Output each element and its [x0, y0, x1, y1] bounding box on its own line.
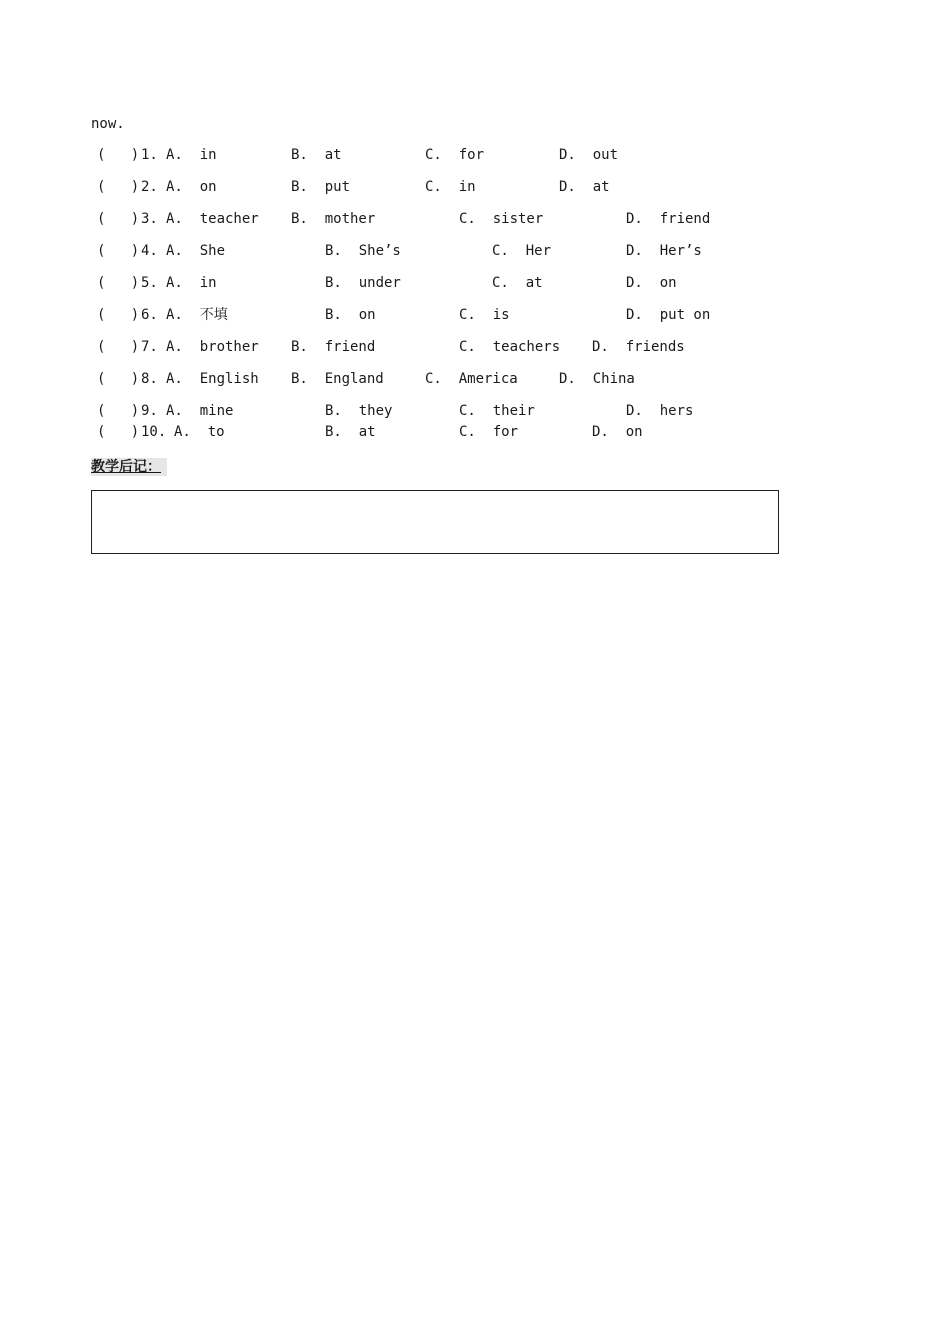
question-paren: ( ): [97, 147, 140, 163]
option-a: A. brother: [166, 339, 259, 355]
question-paren: ( ): [97, 339, 140, 355]
question-number: 6.: [141, 307, 158, 323]
option-d: D. friend: [626, 211, 711, 227]
option-d: D. out: [559, 147, 619, 163]
question-number: 1.: [141, 147, 158, 163]
option-a: A. in: [166, 147, 217, 163]
option-b: B. on: [325, 307, 376, 323]
option-d: D. China: [559, 371, 635, 387]
option-a: A. English: [166, 371, 259, 387]
option-c: C. is: [459, 307, 510, 323]
option-c: C. sister: [459, 211, 544, 227]
question-paren: ( ): [97, 403, 140, 419]
option-c: C. in: [425, 179, 476, 195]
question-paren: ( ): [97, 211, 140, 227]
option-a: A. on: [166, 179, 217, 195]
option-b: B. She’s: [325, 243, 401, 259]
option-d: D. hers: [626, 403, 694, 419]
question-paren: ( ): [97, 307, 140, 323]
question-number: 3.: [141, 211, 158, 227]
option-b: B. they: [325, 403, 393, 419]
question-number: 5.: [141, 275, 158, 291]
option-b: B. friend: [291, 339, 376, 355]
intro-text: now.: [91, 116, 125, 132]
option-b: B. at: [325, 424, 376, 440]
question-number: 9.: [141, 403, 158, 419]
option-d: D. friends: [592, 339, 685, 355]
option-c: C. Her: [492, 243, 552, 259]
option-b: B. put: [291, 179, 351, 195]
notes-box[interactable]: [91, 490, 779, 554]
notes-heading: 教学后记：: [91, 458, 167, 476]
question-paren: ( ): [97, 275, 140, 291]
option-d: D. put on: [626, 307, 711, 323]
option-a: A. She: [166, 243, 226, 259]
option-a: A. 不填: [166, 307, 228, 323]
option-d: D. on: [626, 275, 677, 291]
option-d: D. on: [592, 424, 643, 440]
option-c: C. teachers: [459, 339, 561, 355]
option-d: D. Her’s: [626, 243, 702, 259]
option-a: A. in: [166, 275, 217, 291]
question-number: 2.: [141, 179, 158, 195]
option-c: C. for: [425, 147, 485, 163]
question-paren: ( ): [97, 179, 140, 195]
option-c: C. at: [492, 275, 543, 291]
option-a: A. to: [174, 424, 225, 440]
option-a: A. mine: [166, 403, 234, 419]
option-b: B. under: [325, 275, 401, 291]
question-number: 10.: [141, 424, 167, 440]
question-paren: ( ): [97, 371, 140, 387]
question-paren: ( ): [97, 424, 140, 440]
question-paren: ( ): [97, 243, 140, 259]
option-a: A. teacher: [166, 211, 259, 227]
option-d: D. at: [559, 179, 610, 195]
option-c: C. America: [425, 371, 518, 387]
option-b: B. at: [291, 147, 342, 163]
question-number: 8.: [141, 371, 158, 387]
question-number: 4.: [141, 243, 158, 259]
option-c: C. for: [459, 424, 519, 440]
option-c: C. their: [459, 403, 535, 419]
option-b: B. England: [291, 371, 384, 387]
option-b: B. mother: [291, 211, 376, 227]
question-number: 7.: [141, 339, 158, 355]
